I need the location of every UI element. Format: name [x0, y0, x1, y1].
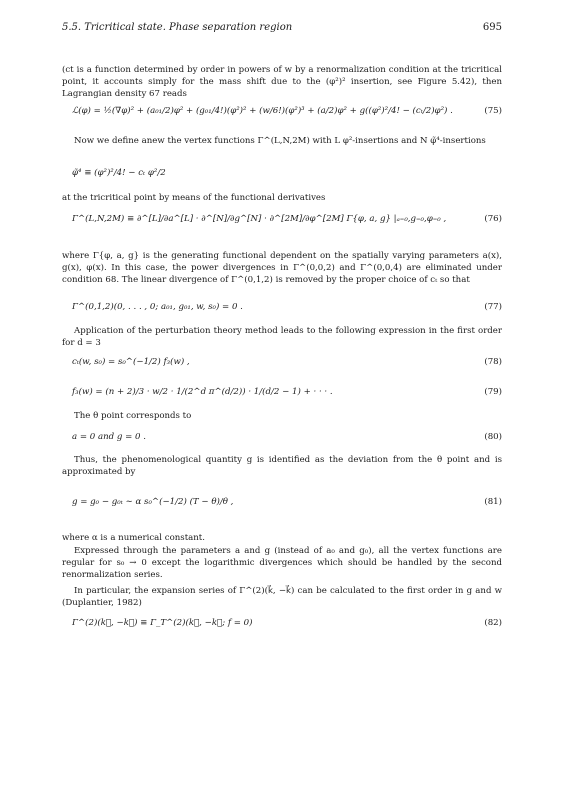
paragraph-4: where Γ{φ, a, g} is the generating functional dependent on the spatially varying parameters a(x), g(x), φ(x). In this case, the power divergences in Γ^(0,0,2) and Γ^(0,0,4) are eliminated under condition 68. The linear divergence of Γ^(0,1,2) is removed by the proper choice of cₜ so that	[62, 251, 502, 286]
equation-79	[72, 387, 502, 401]
equation-75	[72, 106, 502, 120]
equation-body: Γ^(2)(k⃗, −k⃗) ≡ Γ_T^(2)(k⃗, −k⃗; f = 0)	[72, 618, 253, 628]
equation-number: (76)	[484, 214, 502, 224]
equation-77	[72, 302, 502, 316]
equation-82	[72, 618, 502, 632]
equation-number: (75)	[484, 106, 502, 116]
equation-body: Γ^(L,N,2M) ≡ ∂^[L]/∂a^[L] · ∂^[N]/∂g^[N] · ∂^[2M]/∂φ^[2M] Γ{φ, a, g} |ₐ₌₀,g₌₀,φ₌₀ ,	[72, 214, 447, 224]
equation-body: φ̃⁴ ≡ (φ²)²/4! − cₜ φ²/2	[72, 168, 166, 178]
paragraph-9: Expressed through the parameters a and g (instead of a₀ and g₀), all the vertex functions are regular for s₀ → 0 except the logarithmic divergences which should be handled by the second renormalization series.	[62, 546, 502, 581]
paragraph-10: In particular, the expansion series of Γ^(2)(k⃗, −k⃗) can be calculated to the first order in g and w (Duplantier, 1982)	[62, 586, 502, 609]
paragraph-8: where α is a numerical constant.	[62, 533, 205, 543]
equation-80	[72, 432, 502, 446]
equation-number: (79)	[484, 387, 502, 397]
equation-body: a = 0 and g = 0 .	[72, 432, 146, 442]
equation-number: (82)	[484, 618, 502, 628]
equation-78	[72, 357, 502, 371]
equation-body: g = g₀ − g₀ₜ ∼ α s₀^(−1/2) (T − θ)/θ ,	[72, 497, 234, 507]
equation-number: (80)	[484, 432, 502, 442]
equation-body: f₃(w) = (n + 2)/3 · w/2 · 1/(2^d π^(d/2)) · 1/(d/2 − 1) + · · · .	[72, 387, 333, 397]
equation-number: (81)	[484, 497, 502, 507]
equation-number: (77)	[484, 302, 502, 312]
equation-81	[72, 497, 502, 511]
paragraph-6: The θ point corresponds to	[74, 411, 192, 421]
paragraph-7: Thus, the phenomenological quantity g is identified as the deviation from the θ point and is approximated by	[62, 455, 502, 478]
paragraph-5: Application of the perturbation theory method leads to the following expression in the first order for d = 3	[62, 326, 502, 349]
equation-76	[72, 214, 502, 228]
equation-phi4	[72, 168, 502, 182]
section-title: 5.5. Tricritical state. Phase separation region	[62, 22, 293, 33]
paragraph-3: at the tricritical point by means of the functional derivatives	[62, 193, 326, 203]
page-number: 695	[482, 22, 502, 33]
equation-number: (78)	[484, 357, 502, 367]
equation-body: Γ^(0,1,2)(0, . . . , 0; a₀₁, g₀₁, w, s₀) = 0 .	[72, 302, 243, 312]
paragraph-1: (ct is a function determined by order in powers of w by a renormalization condition at the tricritical point, it accounts simply for the mass shift due to the (φ²)² insertion, see Figure 5.42), then Lagrangian density 67 reads	[62, 65, 502, 100]
paragraph-2: Now we define anew the vertex functions Γ^(L,N,2M) with L φ²-insertions and N φ̃⁴-insertions	[74, 136, 486, 146]
running-header	[62, 22, 502, 33]
equation-body: cₜ(w, s₀) = s₀^(−1/2) f₃(w) ,	[72, 357, 190, 367]
equation-body: ℒ(φ) = ½(∇φ)² + (a₀₁/2)φ² + (g₀₁/4!)(φ²)² + (w/6!)(φ²)³ + (a/2)φ² + g((φ²)²/4! − (cₜ/2)φ²) .	[72, 106, 453, 116]
